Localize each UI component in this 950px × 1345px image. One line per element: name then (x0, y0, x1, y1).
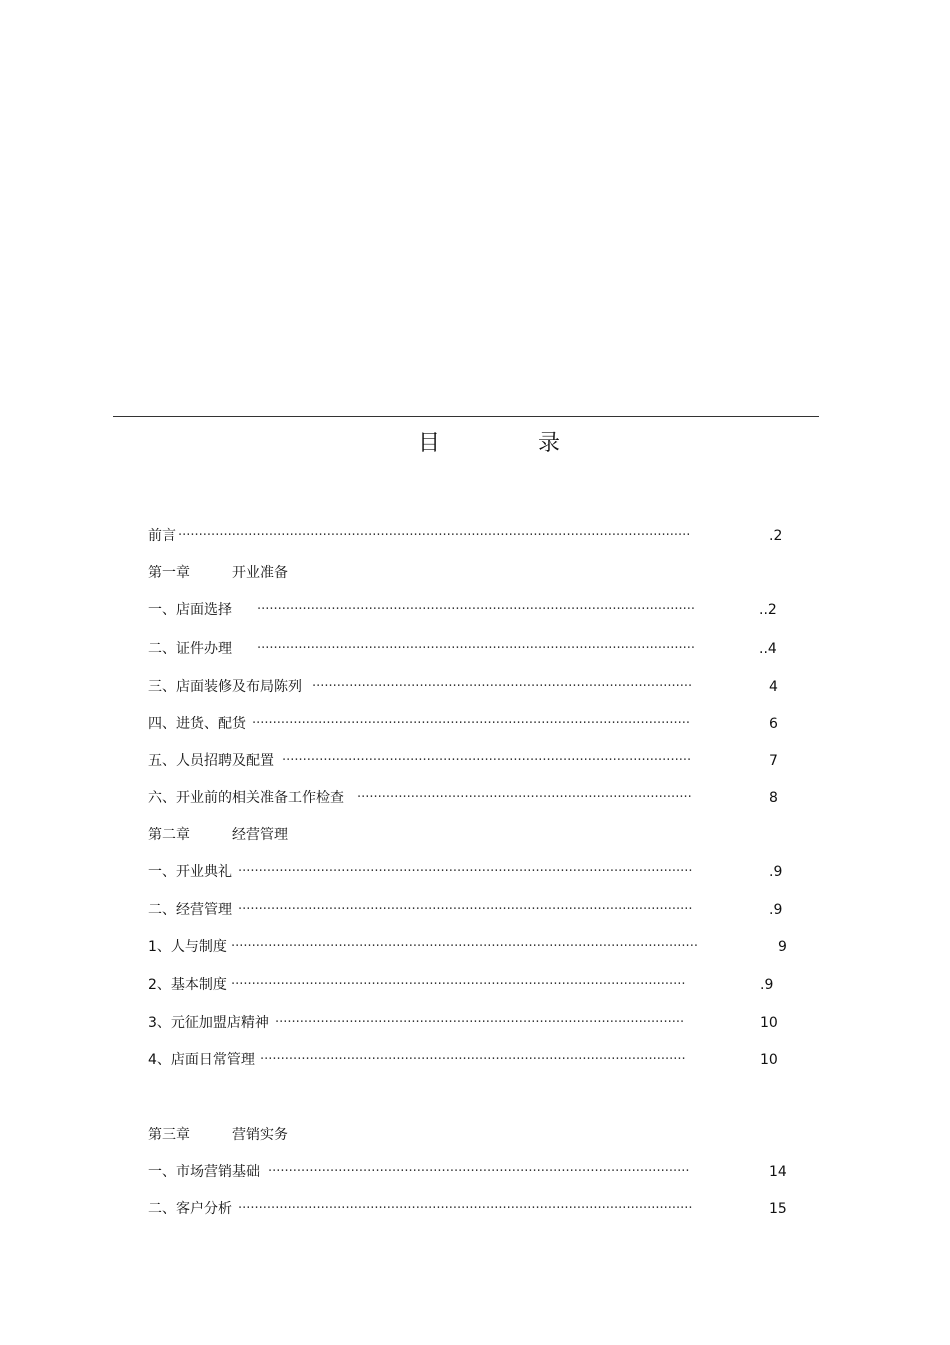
toc-entry-page: 4 (769, 679, 778, 695)
toc-entry-page: .9 (769, 864, 783, 880)
toc-entry-page: .2 (769, 528, 783, 544)
leader-dots: ······································································································· (260, 1052, 686, 1067)
toc-entry-label: 二、经营管理 (148, 902, 232, 918)
toc-entry-page: ..2 (759, 602, 777, 618)
toc-entry-label: 4、店面日常管理 (148, 1052, 255, 1068)
toc-entry-label: 1、人与制度 (148, 939, 227, 955)
leader-dots: ·············································································································· (238, 1201, 693, 1216)
toc-title-right: 录 (538, 431, 561, 456)
toc-entry-page: 6 (769, 716, 778, 732)
leader-dots: ··································································································· (275, 1015, 685, 1030)
leader-dots: ···························································································· (312, 679, 693, 694)
toc-entry-label: 二、证件办理 (148, 641, 232, 657)
toc-chapter-title: 开业准备 (232, 565, 288, 581)
toc-entry-label: 前言 (148, 528, 176, 544)
toc-entry-label: 五、人员招聘及配置 (148, 753, 274, 769)
toc-entry-label: 三、店面装修及布局陈列 (148, 679, 302, 695)
toc-entry-page: ..4 (759, 641, 777, 657)
top-rule (113, 416, 819, 417)
leader-dots: ·········································································································· (257, 602, 696, 617)
leader-dots: ·········································································································· (252, 716, 691, 731)
leader-dots: ··································································································· (282, 753, 692, 768)
toc-title-left: 目 (418, 431, 441, 456)
toc-entry-label: 六、开业前的相关准备工作检查 (148, 790, 344, 806)
toc-chapter-title: 营销实务 (232, 1127, 288, 1143)
toc-entry-label: 一、市场营销基础 (148, 1164, 260, 1180)
toc-entry-page: 15 (769, 1201, 787, 1217)
leader-dots: ················································································· (357, 790, 692, 805)
leader-dots: ·············································································································· (231, 977, 686, 992)
toc-entry-page: 9 (778, 939, 787, 955)
toc-chapter-label: 第三章 (148, 1127, 190, 1143)
toc-entry-label: 一、开业典礼 (148, 864, 232, 880)
leader-dots: ···························································································································· (178, 528, 691, 543)
leader-dots: ·············································································································· (238, 864, 693, 879)
toc-entry-page: 8 (769, 790, 778, 806)
leader-dots: ·············································································································· (238, 902, 693, 917)
toc-entry-page: 10 (760, 1052, 778, 1068)
toc-entry-page: .9 (769, 902, 783, 918)
leader-dots: ················································································································· (231, 939, 698, 954)
toc-entry-label: 四、进货、配货 (148, 716, 246, 732)
leader-dots: ·········································································································· (257, 641, 696, 656)
toc-entry-page: 10 (760, 1015, 778, 1031)
toc-entry-label: 2、基本制度 (148, 977, 227, 993)
toc-entry-label: 一、店面选择 (148, 602, 232, 618)
toc-entry-label: 3、元征加盟店精神 (148, 1015, 269, 1031)
toc-entry-label: 二、客户分析 (148, 1201, 232, 1217)
toc-chapter-title: 经营管理 (232, 827, 288, 843)
toc-entry-page: .9 (760, 977, 774, 993)
leader-dots: ······································································································ (268, 1164, 690, 1179)
toc-entry-page: 14 (769, 1164, 787, 1180)
toc-chapter-label: 第二章 (148, 827, 190, 843)
toc-entry-page: 7 (769, 753, 778, 769)
toc-chapter-label: 第一章 (148, 565, 190, 581)
